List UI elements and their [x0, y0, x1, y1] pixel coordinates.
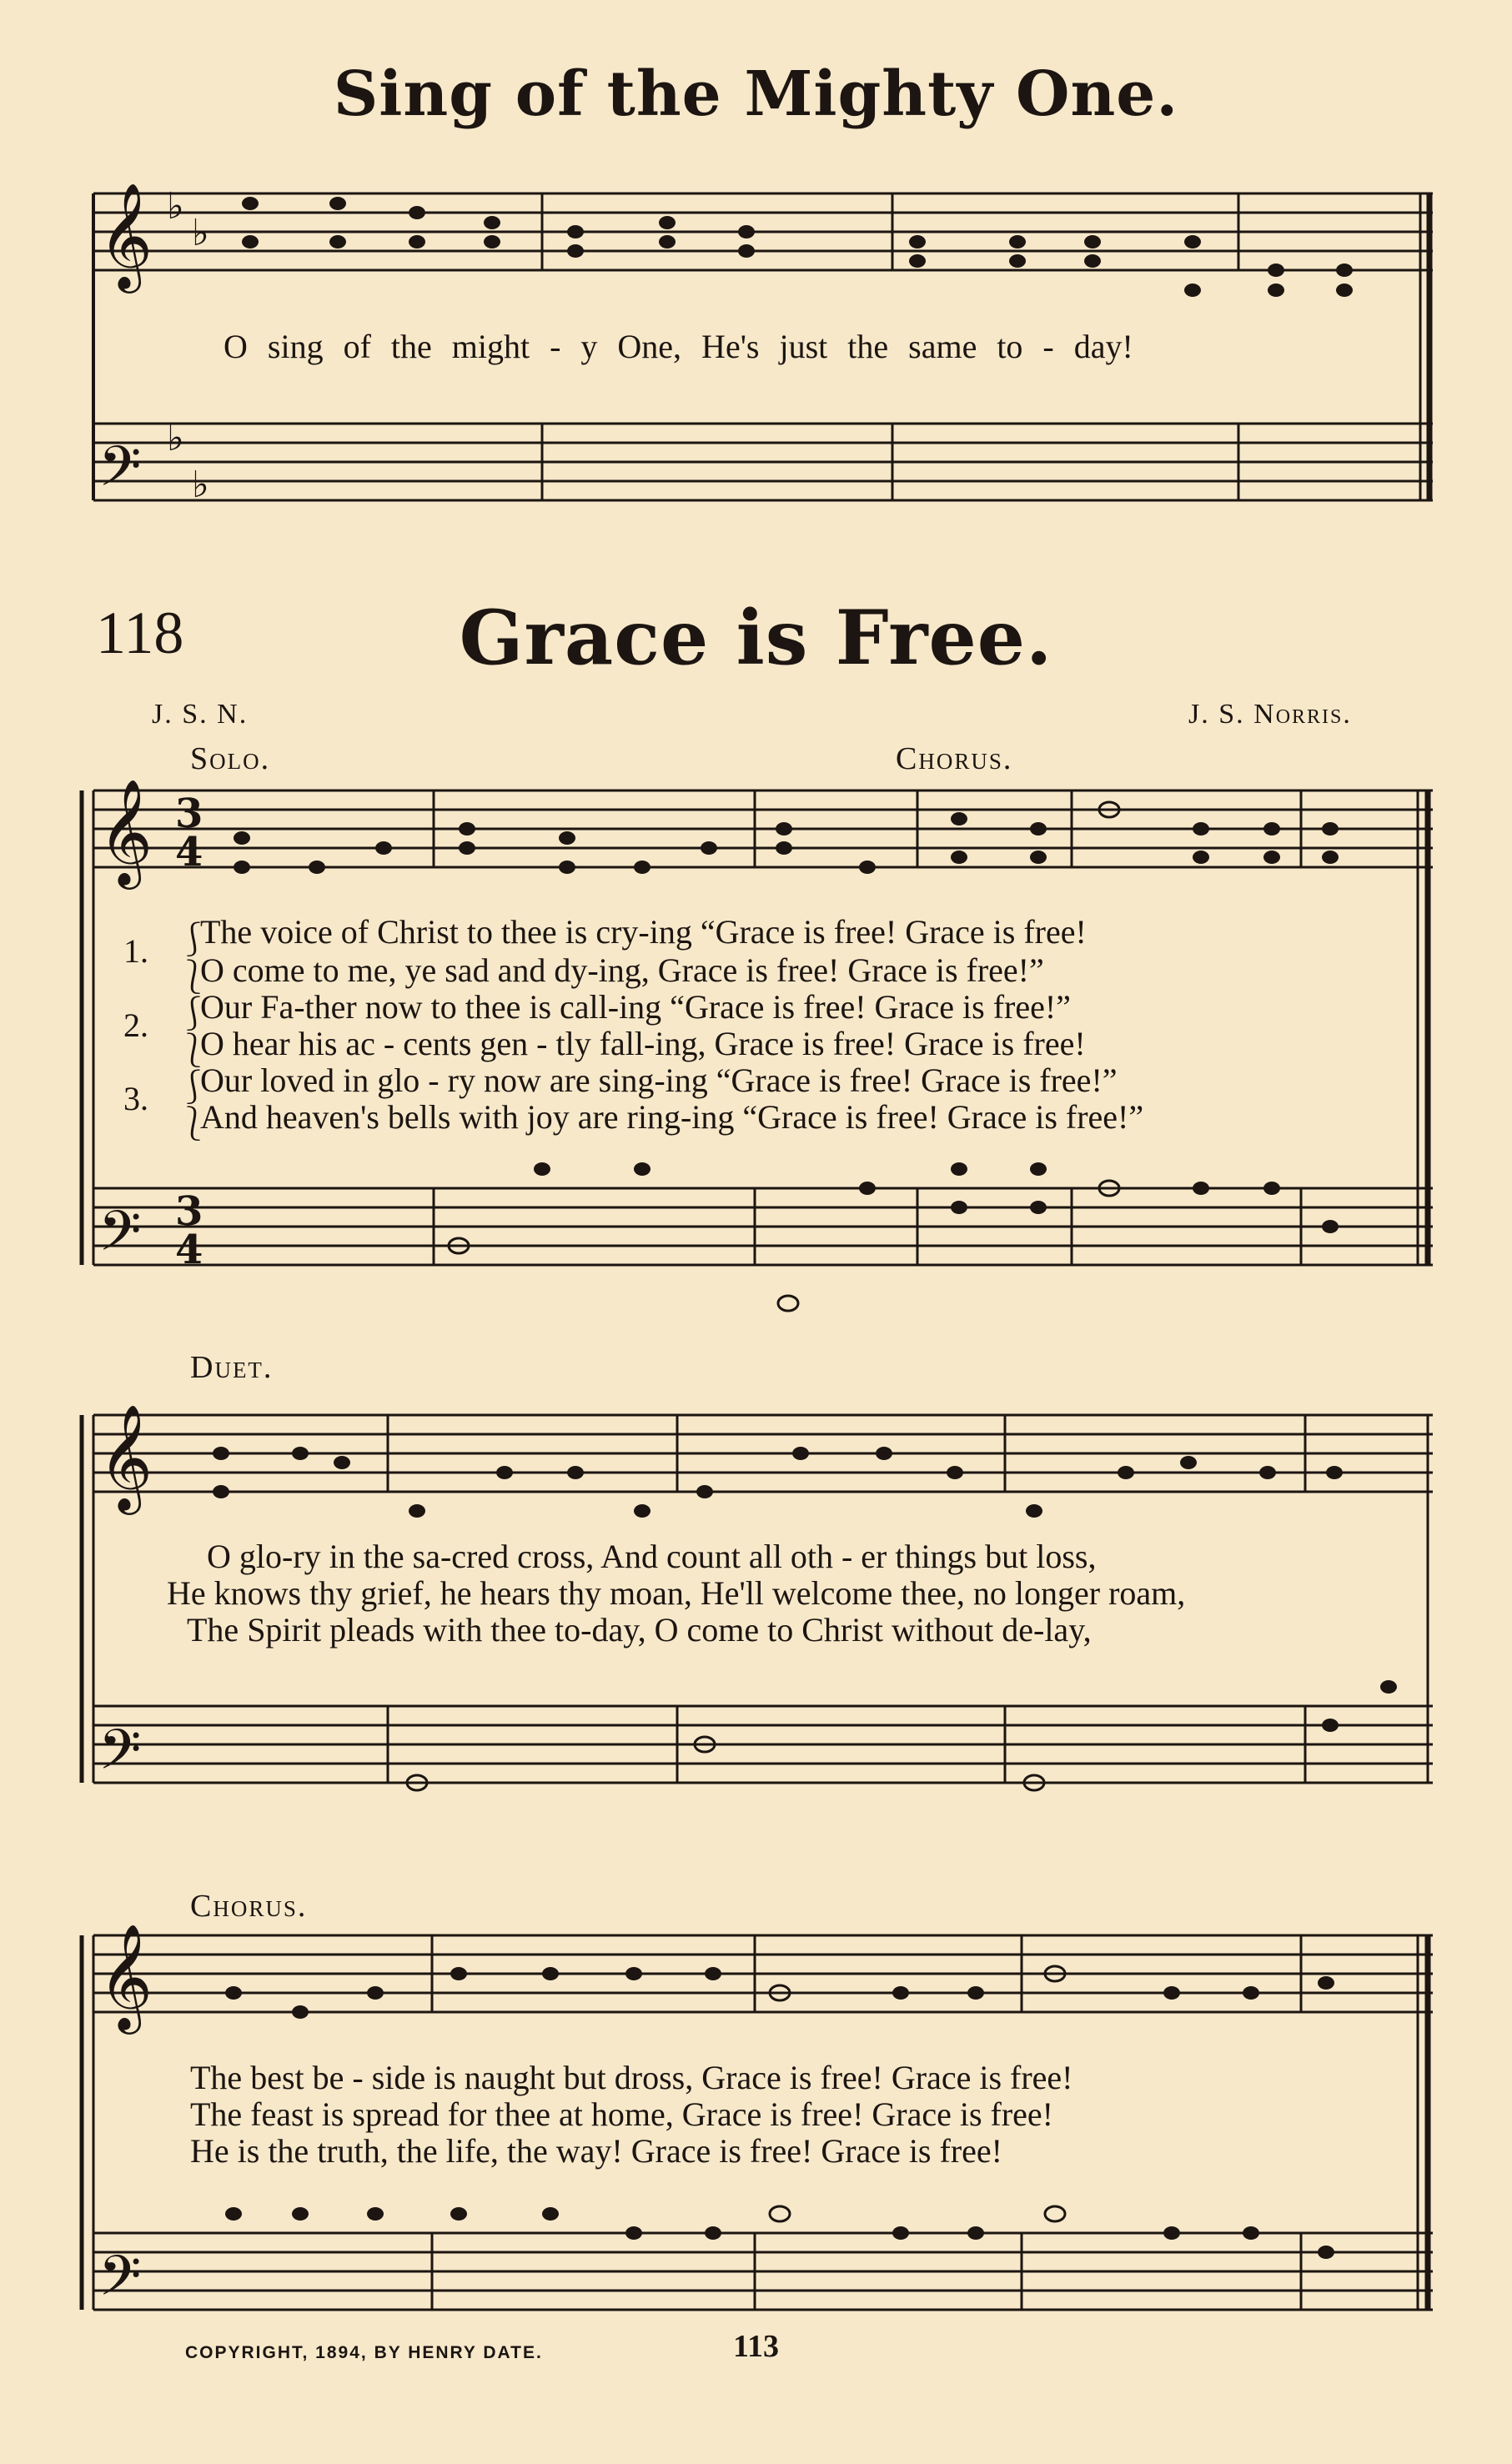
verse-number: 2.	[123, 1006, 148, 1044]
treble-staff-3	[93, 1415, 1433, 1492]
chorus-line: The feast is spread for thee at home, Grace is free! Grace is free!	[190, 2095, 1053, 2133]
verse-line: Our loved in glo - ry now are sing-ing “Grace is free! Grace is free!”	[200, 1061, 1118, 1099]
bass-staff-4	[93, 2233, 1433, 2310]
bass-staff-2	[93, 1188, 1433, 1265]
svg-text:♭: ♭	[192, 212, 209, 254]
previous-hymn-lyric: O sing of the might - y One, He's just the same to - day!	[224, 328, 1133, 365]
bass-staff-1	[93, 424, 1433, 500]
verse-brace: ⎰	[177, 921, 210, 958]
verse-number: 1.	[123, 932, 148, 970]
svg-text:𝄢: 𝄢	[98, 434, 142, 512]
svg-text:𝄞: 𝄞	[98, 1923, 153, 2030]
duet-label: Duet.	[190, 1350, 274, 1385]
svg-text:𝄞: 𝄞	[98, 182, 153, 289]
clefs	[98, 182, 209, 2321]
solo-label: Solo.	[190, 741, 271, 776]
svg-text:4: 4	[175, 829, 203, 876]
verse-line: Our Fa-ther now to thee is call-ing “Grace is free! Grace is free!”	[200, 988, 1071, 1026]
svg-text:𝄢: 𝄢	[98, 2244, 142, 2321]
svg-text:3: 3	[175, 1188, 203, 1235]
noteheads	[213, 197, 1397, 2259]
chorus-label-2: Chorus.	[190, 1889, 308, 1924]
chorus-line: The best be - side is naught but dross, Grace is free! Grace is free!	[190, 2059, 1073, 2096]
duet-line: The Spirit pleads with thee to-day, O come to Christ without de-lay,	[187, 1611, 1092, 1649]
treble-staff-4	[93, 1935, 1433, 2012]
previous-hymn-title: Sing of the Mighty One.	[333, 58, 1179, 130]
svg-text:♭: ♭	[167, 185, 184, 228]
hymn-number: 118	[96, 600, 184, 666]
bass-staff-3	[93, 1706, 1433, 1783]
words-credit: J. S. N.	[152, 699, 249, 730]
duet-line: O glo-ry in the sa-cred cross, And count all oth - er things but loss,	[207, 1538, 1097, 1575]
verse-brace: ⎰	[177, 1068, 210, 1106]
verse-line: The voice of Christ to thee is cry-ing “Grace is free! Grace is free!	[200, 913, 1087, 951]
music-credit: J. S. Norris.	[1188, 699, 1352, 730]
chorus-label: Chorus.	[896, 741, 1013, 776]
svg-text:♭: ♭	[192, 464, 209, 506]
verse-brace: ⎱	[177, 958, 210, 996]
copyright-notice: COPYRIGHT, 1894, BY HENRY DATE.	[185, 2343, 543, 2362]
svg-text:4: 4	[175, 1227, 203, 1273]
svg-text:𝄢: 𝄢	[98, 1718, 142, 1795]
verse-brace: ⎱	[177, 1105, 210, 1142]
verse-line: O hear his ac - cents gen - tly fall-ing, Grace is free! Grace is free!	[200, 1025, 1086, 1062]
verse-number: 3.	[123, 1080, 148, 1117]
verse-brace: ⎰	[177, 995, 210, 1032]
duet-line: He knows thy grief, he hears thy moan, He'll welcome thee, no longer roam,	[167, 1574, 1186, 1612]
verse-line: O come to me, ye sad and dy-ing, Grace is free! Grace is free!”	[200, 951, 1044, 989]
treble-staff-2	[93, 790, 1433, 867]
verse-line: And heaven's bells with joy are ring-ing “Grace is free! Grace is free!”	[200, 1098, 1144, 1136]
verse-brace: ⎱	[177, 1031, 210, 1069]
svg-text:𝄢: 𝄢	[98, 1199, 142, 1277]
svg-text:𝄞: 𝄞	[98, 778, 153, 885]
svg-text:3: 3	[175, 790, 203, 837]
treble-staff-1	[93, 193, 1433, 270]
svg-text:♭: ♭	[167, 417, 184, 459]
svg-text:𝄞: 𝄞	[98, 1403, 153, 1510]
page-number: 113	[733, 2329, 779, 2364]
chorus-line: He is the truth, the life, the way! Grace is free! Grace is free!	[190, 2132, 1002, 2170]
hymn-title: Grace is Free.	[459, 594, 1053, 682]
